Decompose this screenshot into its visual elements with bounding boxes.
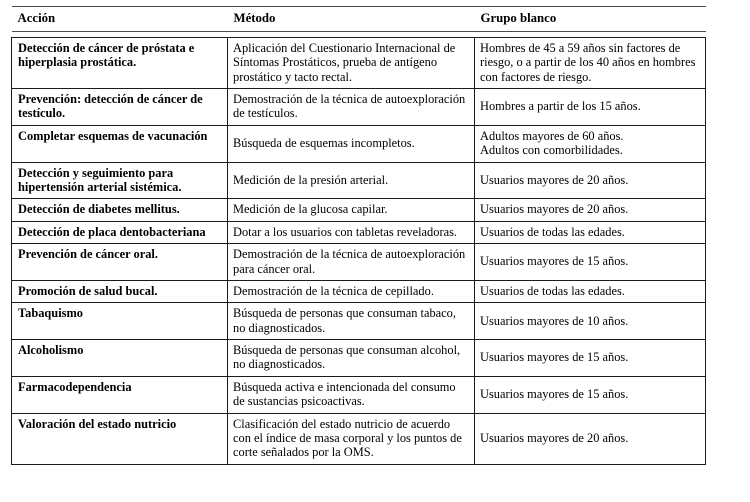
table-row	[12, 244, 706, 281]
cell-metodo: Dotar a los usuarios con tabletas reveladoras.	[228, 221, 475, 243]
cell-accion: Farmacodependencia	[12, 376, 228, 413]
table-row	[12, 303, 706, 340]
column-header-accion: Acción	[12, 7, 228, 32]
cell-metodo: Búsqueda de personas que consuman alcohol, no diagnosticados.	[228, 340, 475, 377]
cell-accion: Detección de cáncer de próstata e hiperplasia prostática.	[12, 37, 228, 88]
table-header-row	[12, 7, 706, 32]
table-row	[12, 162, 706, 199]
cell-metodo: Medición de la presión arterial.	[228, 162, 475, 199]
cell-metodo: Demostración de la técnica de autoexploración de testículos.	[228, 89, 475, 126]
cell-grupo-blanco: Usuarios mayores de 10 años.	[475, 303, 706, 340]
cell-grupo-blanco: Usuarios mayores de 20 años.	[475, 162, 706, 199]
table-header	[12, 7, 706, 32]
cell-metodo: Búsqueda de esquemas incompletos.	[228, 125, 475, 162]
cell-grupo-blanco: Usuarios mayores de 20 años.	[475, 413, 706, 464]
cell-grupo-blanco: Usuarios de todas las edades.	[475, 280, 706, 302]
cell-accion: Prevención de cáncer oral.	[12, 244, 228, 281]
cell-grupo-blanco: Usuarios mayores de 15 años.	[475, 340, 706, 377]
cell-grupo-blanco	[475, 125, 706, 162]
cell-accion: Prevención: detección de cáncer de testículo.	[12, 89, 228, 126]
cell-grupo-blanco: Usuarios mayores de 15 años.	[475, 376, 706, 413]
cell-grupo-blanco: Usuarios mayores de 15 años.	[475, 244, 706, 281]
cell-metodo: Búsqueda activa e intencionada del consumo de sustancias psicoactivas.	[228, 376, 475, 413]
cell-metodo: Medición de la glucosa capilar.	[228, 199, 475, 221]
table-row	[12, 280, 706, 302]
cell-accion: Completar esquemas de vacunación	[12, 125, 228, 162]
cell-grupo-blanco: Usuarios de todas las edades.	[475, 221, 706, 243]
table-row	[12, 37, 706, 88]
cell-metodo: Clasificación del estado nutricio de acuerdo con el índice de masa corporal y los puntos de corte señalados por la OMS.	[228, 413, 475, 464]
table-row	[12, 89, 706, 126]
cell-accion: Alcoholismo	[12, 340, 228, 377]
prevention-table-container	[11, 6, 705, 465]
cell-grupo-blanco: Usuarios mayores de 20 años.	[475, 199, 706, 221]
cell-metodo: Demostración de la técnica de cepillado.	[228, 280, 475, 302]
cell-grupo-blanco-line: Adultos con comorbilidades.	[480, 143, 623, 158]
table-row	[12, 340, 706, 377]
cell-accion: Detección de diabetes mellitus.	[12, 199, 228, 221]
cell-accion: Detección y seguimiento para hipertensión arterial sistémica.	[12, 162, 228, 199]
cell-accion: Detección de placa dentobacteriana	[12, 221, 228, 243]
cell-metodo: Aplicación del Cuestionario Internacional de Síntomas Prostáticos, prueba de antígeno prostático y tacto rectal.	[228, 37, 475, 88]
table-row	[12, 413, 706, 464]
column-header-grupo-blanco: Grupo blanco	[475, 7, 706, 32]
table-row	[12, 221, 706, 243]
table-row	[12, 125, 706, 162]
cell-accion: Tabaquismo	[12, 303, 228, 340]
table-body	[12, 31, 706, 464]
cell-metodo: Búsqueda de personas que consuman tabaco, no diagnosticados.	[228, 303, 475, 340]
column-header-metodo: Método	[228, 7, 475, 32]
cell-accion: Promoción de salud bucal.	[12, 280, 228, 302]
table-row	[12, 376, 706, 413]
cell-grupo-blanco: Hombres de 45 a 59 años sin factores de riesgo, o a partir de los 40 años en hombres con factores de riesgo.	[475, 37, 706, 88]
prevention-actions-table	[11, 6, 706, 465]
table-row	[12, 199, 706, 221]
cell-accion: Valoración del estado nutricio	[12, 413, 228, 464]
cell-grupo-blanco-line: Adultos mayores de 60 años.	[480, 128, 624, 143]
cell-grupo-blanco: Hombres a partir de los 15 años.	[475, 89, 706, 126]
cell-metodo: Demostración de la técnica de autoexploración para cáncer oral.	[228, 244, 475, 281]
